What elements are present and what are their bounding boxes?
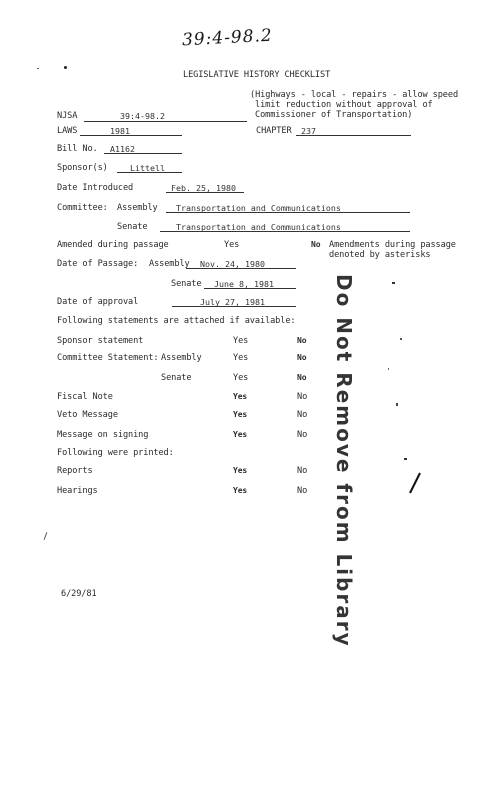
- bill-value: A1162: [110, 144, 135, 154]
- reports-yes: Yes: [233, 466, 248, 475]
- veto-message-yes: Yes: [233, 410, 248, 419]
- sponsor-statement-label: Sponsor statement: [57, 336, 144, 346]
- message-signing-no: No: [297, 430, 308, 440]
- committee-senate-label: Senate: [117, 222, 148, 232]
- committee-statement-assembly-yes: Yes: [233, 353, 249, 363]
- reports-no: No: [297, 466, 308, 476]
- summary-line-3: Commissioner of Transportation): [255, 110, 413, 120]
- introduced-value: Feb. 25, 1980: [171, 183, 236, 193]
- committee-statement-assembly-label: Assembly: [161, 353, 202, 363]
- chapter-value: 237: [301, 126, 316, 136]
- laws-label: LAWS: [57, 126, 78, 136]
- laws-value: 1981: [110, 126, 130, 136]
- hearings-yes: Yes: [233, 486, 248, 495]
- library-stamp: [332, 268, 424, 648]
- committee-statement-label: Committee Statement:: [57, 353, 159, 363]
- amended-no: No: [311, 240, 321, 249]
- committee-statement-assembly-no: No: [297, 353, 307, 362]
- amended-note-2: denoted by asterisks: [329, 250, 431, 260]
- committee-statement-senate-no: No: [297, 373, 307, 382]
- committee-assembly-label: Assembly: [117, 203, 158, 213]
- stamp-scan-artifacts: [348, 268, 424, 504]
- amended-note-1: Amendments during passage: [329, 240, 456, 250]
- scan-mark: [44, 532, 48, 540]
- njsa-underline: [84, 121, 247, 122]
- fiscal-note-no: No: [297, 392, 308, 402]
- chapter-label: CHAPTER: [256, 126, 292, 136]
- committee-statement-senate-label: Senate: [161, 373, 192, 383]
- committee-assembly-value: Transportation and Communications: [176, 203, 341, 213]
- sponsor-value: Littell: [130, 163, 165, 173]
- library-stamp-text: Do Not Remove from Library: [332, 274, 356, 648]
- committee-statement-senate-yes: Yes: [233, 373, 249, 383]
- summary-line-1: (Highways - local - repairs - allow speed: [250, 90, 459, 100]
- introduced-label: Date Introduced: [57, 183, 134, 193]
- page-title: LEGISLATIVE HISTORY CHECKLIST: [183, 70, 331, 80]
- njsa-value: 39:4-98.2: [120, 111, 165, 121]
- reports-label: Reports: [57, 466, 93, 476]
- passage-assembly-value: Nov. 24, 1980: [200, 259, 265, 269]
- sponsor-statement-yes: Yes: [233, 336, 249, 346]
- sponsor-statement-no: No: [297, 336, 307, 345]
- amended-yes: Yes: [224, 240, 240, 250]
- veto-message-no: No: [297, 410, 308, 420]
- speck: [64, 66, 67, 69]
- speck: [37, 68, 39, 69]
- chapter-underline: [296, 135, 411, 136]
- amended-label: Amended during passage: [57, 240, 169, 250]
- summary-line-2: limit reduction without approval of: [255, 100, 433, 110]
- message-signing-yes: Yes: [233, 430, 248, 439]
- following-printed-heading: Following were printed:: [57, 448, 174, 458]
- committee-senate-underline: [160, 231, 410, 232]
- following-attached-heading: Following statements are attached if available:: [57, 316, 296, 326]
- approval-label: Date of approval: [57, 297, 139, 307]
- committee-assembly-underline: [166, 212, 410, 213]
- approval-underline: [172, 306, 296, 307]
- njsa-label: NJSA: [57, 111, 78, 121]
- introduced-underline: [166, 192, 244, 193]
- passage-label: Date of Passage:: [57, 259, 139, 269]
- veto-message-label: Veto Message: [57, 410, 118, 420]
- handwritten-statute-number: 39:4-98.2: [181, 25, 274, 51]
- bill-underline: [104, 153, 182, 154]
- bill-label: Bill No.: [57, 144, 98, 154]
- hearings-label: Hearings: [57, 486, 98, 496]
- message-signing-label: Message on signing: [57, 430, 149, 440]
- fiscal-note-yes: Yes: [233, 392, 248, 401]
- approval-value: July 27, 1981: [200, 297, 265, 307]
- passage-senate-label: Senate: [171, 279, 202, 289]
- passage-assembly-label: Assembly: [149, 259, 190, 269]
- committee-label: Committee:: [57, 203, 108, 213]
- sponsor-underline: [117, 172, 182, 173]
- sponsor-label: Sponsor(s): [57, 163, 108, 173]
- passage-assembly-underline: [186, 268, 296, 269]
- fiscal-note-label: Fiscal Note: [57, 392, 113, 402]
- committee-senate-value: Transportation and Communications: [176, 222, 341, 232]
- hearings-no: No: [297, 486, 308, 496]
- laws-underline: [80, 135, 182, 136]
- passage-senate-value: June 8, 1981: [214, 279, 274, 289]
- passage-senate-underline: [204, 288, 296, 289]
- footer-date: 6/29/81: [61, 589, 97, 599]
